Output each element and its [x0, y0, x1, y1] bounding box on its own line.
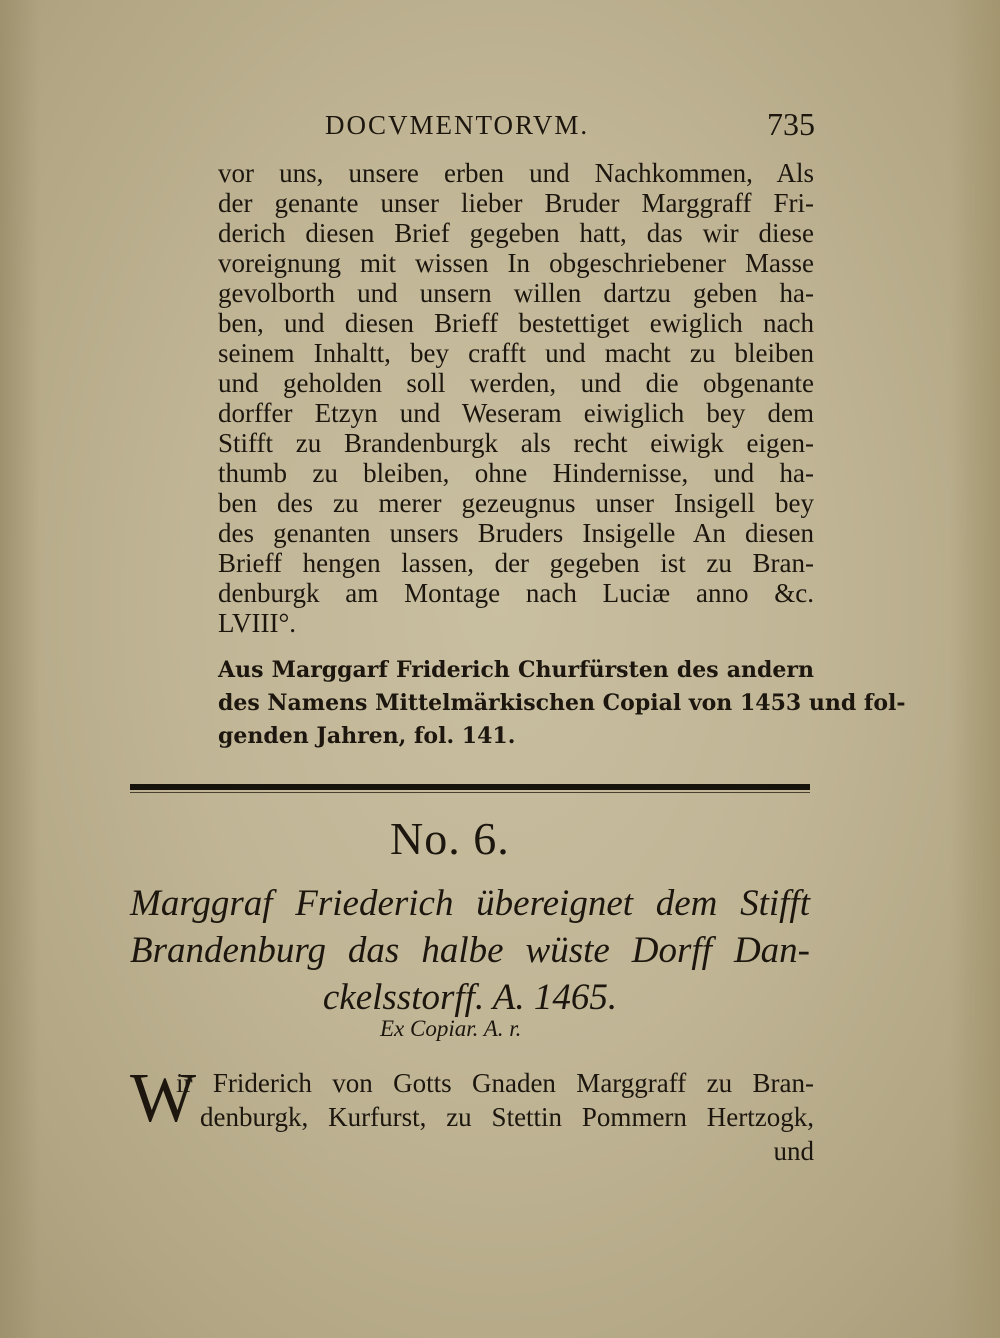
section-divider [130, 784, 810, 790]
body-text [218, 158, 814, 638]
section-divider-thin [130, 792, 810, 793]
page-header [215, 104, 815, 148]
source-line: des Namens Mittelmärkischen Copial von 1453 und fol- [218, 690, 906, 716]
running-title: DOCVMENTORVM. [325, 110, 590, 140]
page-shadow-right [950, 0, 1000, 1338]
incipit-line: und [773, 1136, 814, 1166]
incipit-line: ir Friderich von Gotts Gnaden Marggraff zu Bran- [176, 1068, 814, 1098]
drop-cap: W [130, 1060, 197, 1137]
page-number: 735 [767, 106, 815, 142]
document-number: No. 6. [390, 813, 510, 864]
incipit-line: denburgk, Kurfurst, zu Stettin Pommern Hertzogk, [200, 1102, 814, 1132]
text-line: LVIII°. [218, 608, 297, 638]
text-line: denburgk am Montage nach Luciæ anno &c. [218, 578, 814, 608]
text-line: ben, und diesen Brieff bestettiget ewiglich nach [218, 308, 814, 338]
document-incipit [130, 1060, 814, 1168]
text-line: seinem Inhaltt, bey crafft und macht zu bleiben [218, 338, 814, 368]
text-line: Brieff hengen lassen, der gegeben ist zu Bran- [218, 548, 814, 578]
document-source: Ex Copiar. A. r. [380, 1016, 522, 1041]
text-line: gevolborth und unsern willen dartzu geben ha- [218, 278, 814, 308]
text-line: der genante unser lieber Bruder Marggraff Fri- [218, 188, 814, 218]
text-line: des genanten unsers Bruders Insigelle An diesen [218, 518, 814, 548]
source-note [218, 654, 906, 753]
text-line: voreignung mit wissen In obgeschriebener Masse [218, 248, 814, 278]
text-line: derich diesen Brief gegeben hatt, das wir diese [218, 218, 814, 248]
title-line: Marggraf Friederich übereignet dem Stifft [130, 883, 810, 924]
text-line: und geholden soll werden, und die obgenante [218, 368, 814, 398]
text-line: dorffer Etzyn und Weseram eiwiglich bey dem [218, 398, 814, 428]
page-shadow-left [0, 0, 40, 1338]
title-line: ckelsstorff. A. 1465. [322, 977, 618, 1018]
text-line: vor uns, unsere erben und Nachkommen, Als [218, 158, 814, 188]
text-line: ben des zu merer gezeugnus unser Insigell bey [218, 488, 814, 518]
text-line: Stifft zu Brandenburgk als recht eiwigk eigen- [218, 428, 814, 458]
text-line: thumb zu bleiben, ohne Hindernisse, und ha- [218, 458, 814, 488]
title-line: Brandenburg das halbe wüste Dorff Dan- [130, 930, 810, 971]
source-line: genden Jahren, fol. 141. [218, 723, 516, 749]
document-title [130, 880, 810, 1021]
source-line: Aus Marggarf Friderich Churfürsten des andern [218, 657, 814, 683]
